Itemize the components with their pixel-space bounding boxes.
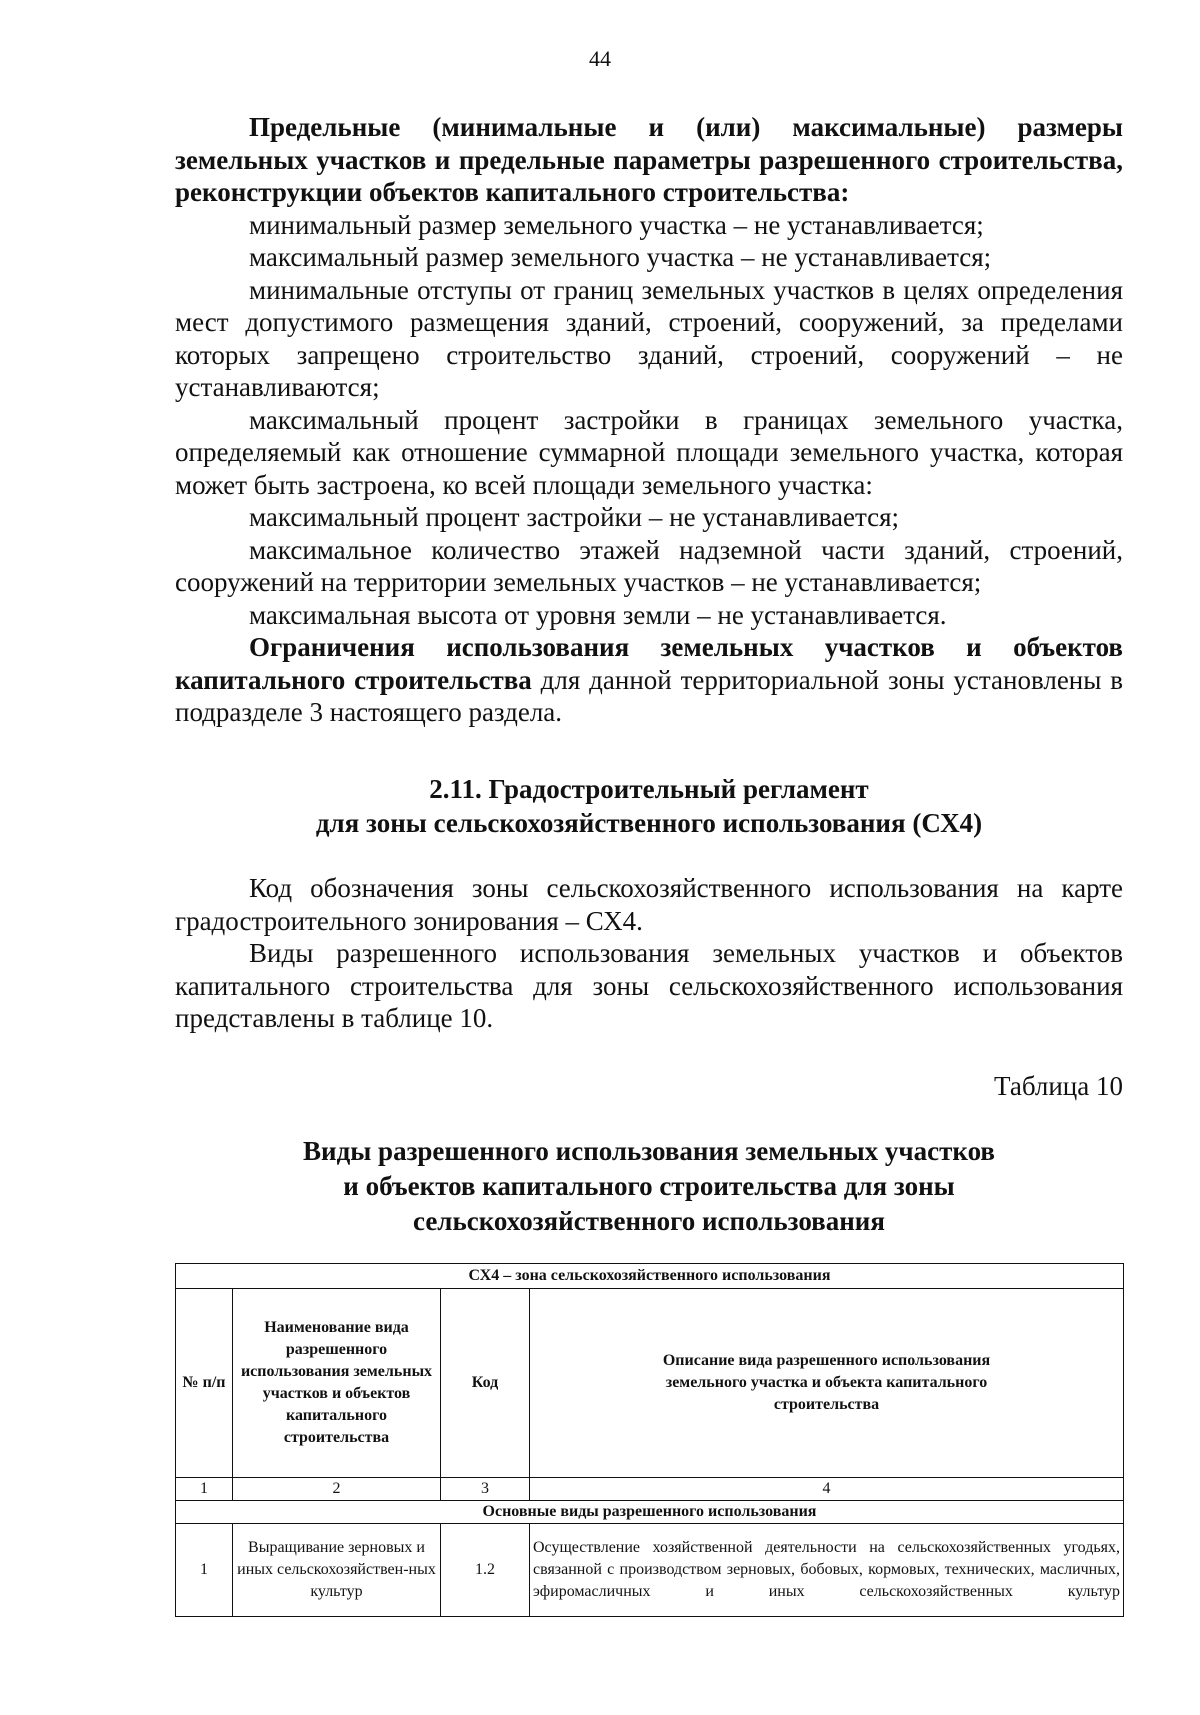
group-cell: Основные виды разрешенного использования — [176, 1501, 1124, 1524]
header-desc: Описание вида разрешенного использования земельного участка и объекта капитального строительства — [530, 1289, 1124, 1478]
paragraph-table-reference: Виды разрешенного использования земельных участков и объектов капитального строительства для зоны сельскохозяйственного использования представлены в таблице 10. — [175, 938, 1123, 1033]
page-number: 44 — [589, 46, 611, 71]
header-row — [176, 1289, 1124, 1478]
table-row — [176, 1524, 1124, 1617]
row-name: Выращивание зерновых и иных сельскохозяйствен-ных культур — [233, 1524, 441, 1617]
col-number-4: 4 — [530, 1478, 1124, 1501]
row-num: 1 — [176, 1524, 233, 1617]
table-label: Таблица 10 — [994, 1071, 1123, 1101]
paragraph-zone-code: Код обозначения зоны сельскохозяйственного использования на карте градостроительного зонирования – СХ4. — [175, 873, 1123, 936]
paragraph-coverage-definition: максимальный процент застройки в границах земельного участка, определяемый как отношение суммарной площади земельного участка, которая может быть застроена, ко всей площади земельного участка: — [175, 404, 1123, 500]
zone-row — [176, 1264, 1124, 1289]
permitted-use-table — [175, 1263, 1124, 1617]
paragraph-setbacks: минимальные отступы от границ земельных участков в целях определения мест допустимого размещения зданий, строений, сооружений, за пределами которых запрещено строительство зданий, строений, сооружений – не устанавливаются; — [175, 274, 1123, 402]
zone-cell: СХ4 – зона сельскохозяйственного использования — [176, 1264, 1124, 1289]
table-title-line1: Виды разрешенного использования земельных участков — [303, 1136, 995, 1166]
header-code: Код — [441, 1289, 530, 1478]
col-number-3: 3 — [441, 1478, 530, 1501]
group-row — [176, 1501, 1124, 1524]
zone-intro-block — [175, 872, 1123, 1035]
table-title — [175, 1134, 1123, 1239]
restrictions-rest: для данной территориальной зоны установлены в подразделе 3 настоящего раздела. — [175, 664, 1123, 727]
row-desc: Осуществление хозяйственной деятельности на сельскохозяйственных угодьях, связанной с производством зерновых, бобовых, кормовых, технических, масличных, эфиромасличных и иных сельскохозяйственных культур — [530, 1524, 1124, 1617]
column-number-row — [176, 1478, 1124, 1501]
header-name: Наименование вида разрешенного использования земельных участков и объектов капитального строительства — [233, 1289, 441, 1478]
paragraph-restrictions — [175, 631, 1123, 729]
paragraph-max-size: максимальный размер земельного участка – не устанавливается; — [249, 242, 992, 272]
parameters-block — [175, 111, 1123, 729]
header-num: № п/п — [176, 1289, 233, 1478]
restrictions-bold-lead: Ограничения использования земельных участков и объектов капитального строительства — [175, 632, 1123, 695]
parameters-heading: Предельные (минимальные и (или) максимальные) размеры земельных участков и предельные параметры разрешенного строительства, реконструкции объектов капитального строительства: — [175, 112, 1123, 207]
paragraph-coverage-percent: максимальный процент застройки – не устанавливается; — [249, 502, 900, 532]
paragraph-floors: максимальное количество этажей надземной части зданий, строений, сооружений на территории земельных участков – не устанавливается; — [175, 534, 1123, 597]
col-number-1: 1 — [176, 1478, 233, 1501]
section-title-line2: для зоны сельскохозяйственного использования (СХ4) — [315, 808, 983, 838]
paragraph-height: максимальная высота от уровня земли – не устанавливается. — [249, 599, 947, 630]
col-number-2: 2 — [233, 1478, 441, 1501]
paragraph-min-size: минимальный размер земельного участка – не устанавливается; — [249, 209, 984, 240]
row-code: 1.2 — [441, 1524, 530, 1617]
section-title-line1: 2.11. Градостроительный регламент — [429, 774, 869, 804]
table-title-line3: сельскохозяйственного использования — [413, 1206, 885, 1236]
section-title — [175, 772, 1123, 840]
table-title-line2: и объектов капитального строительства для зоны — [343, 1171, 955, 1201]
